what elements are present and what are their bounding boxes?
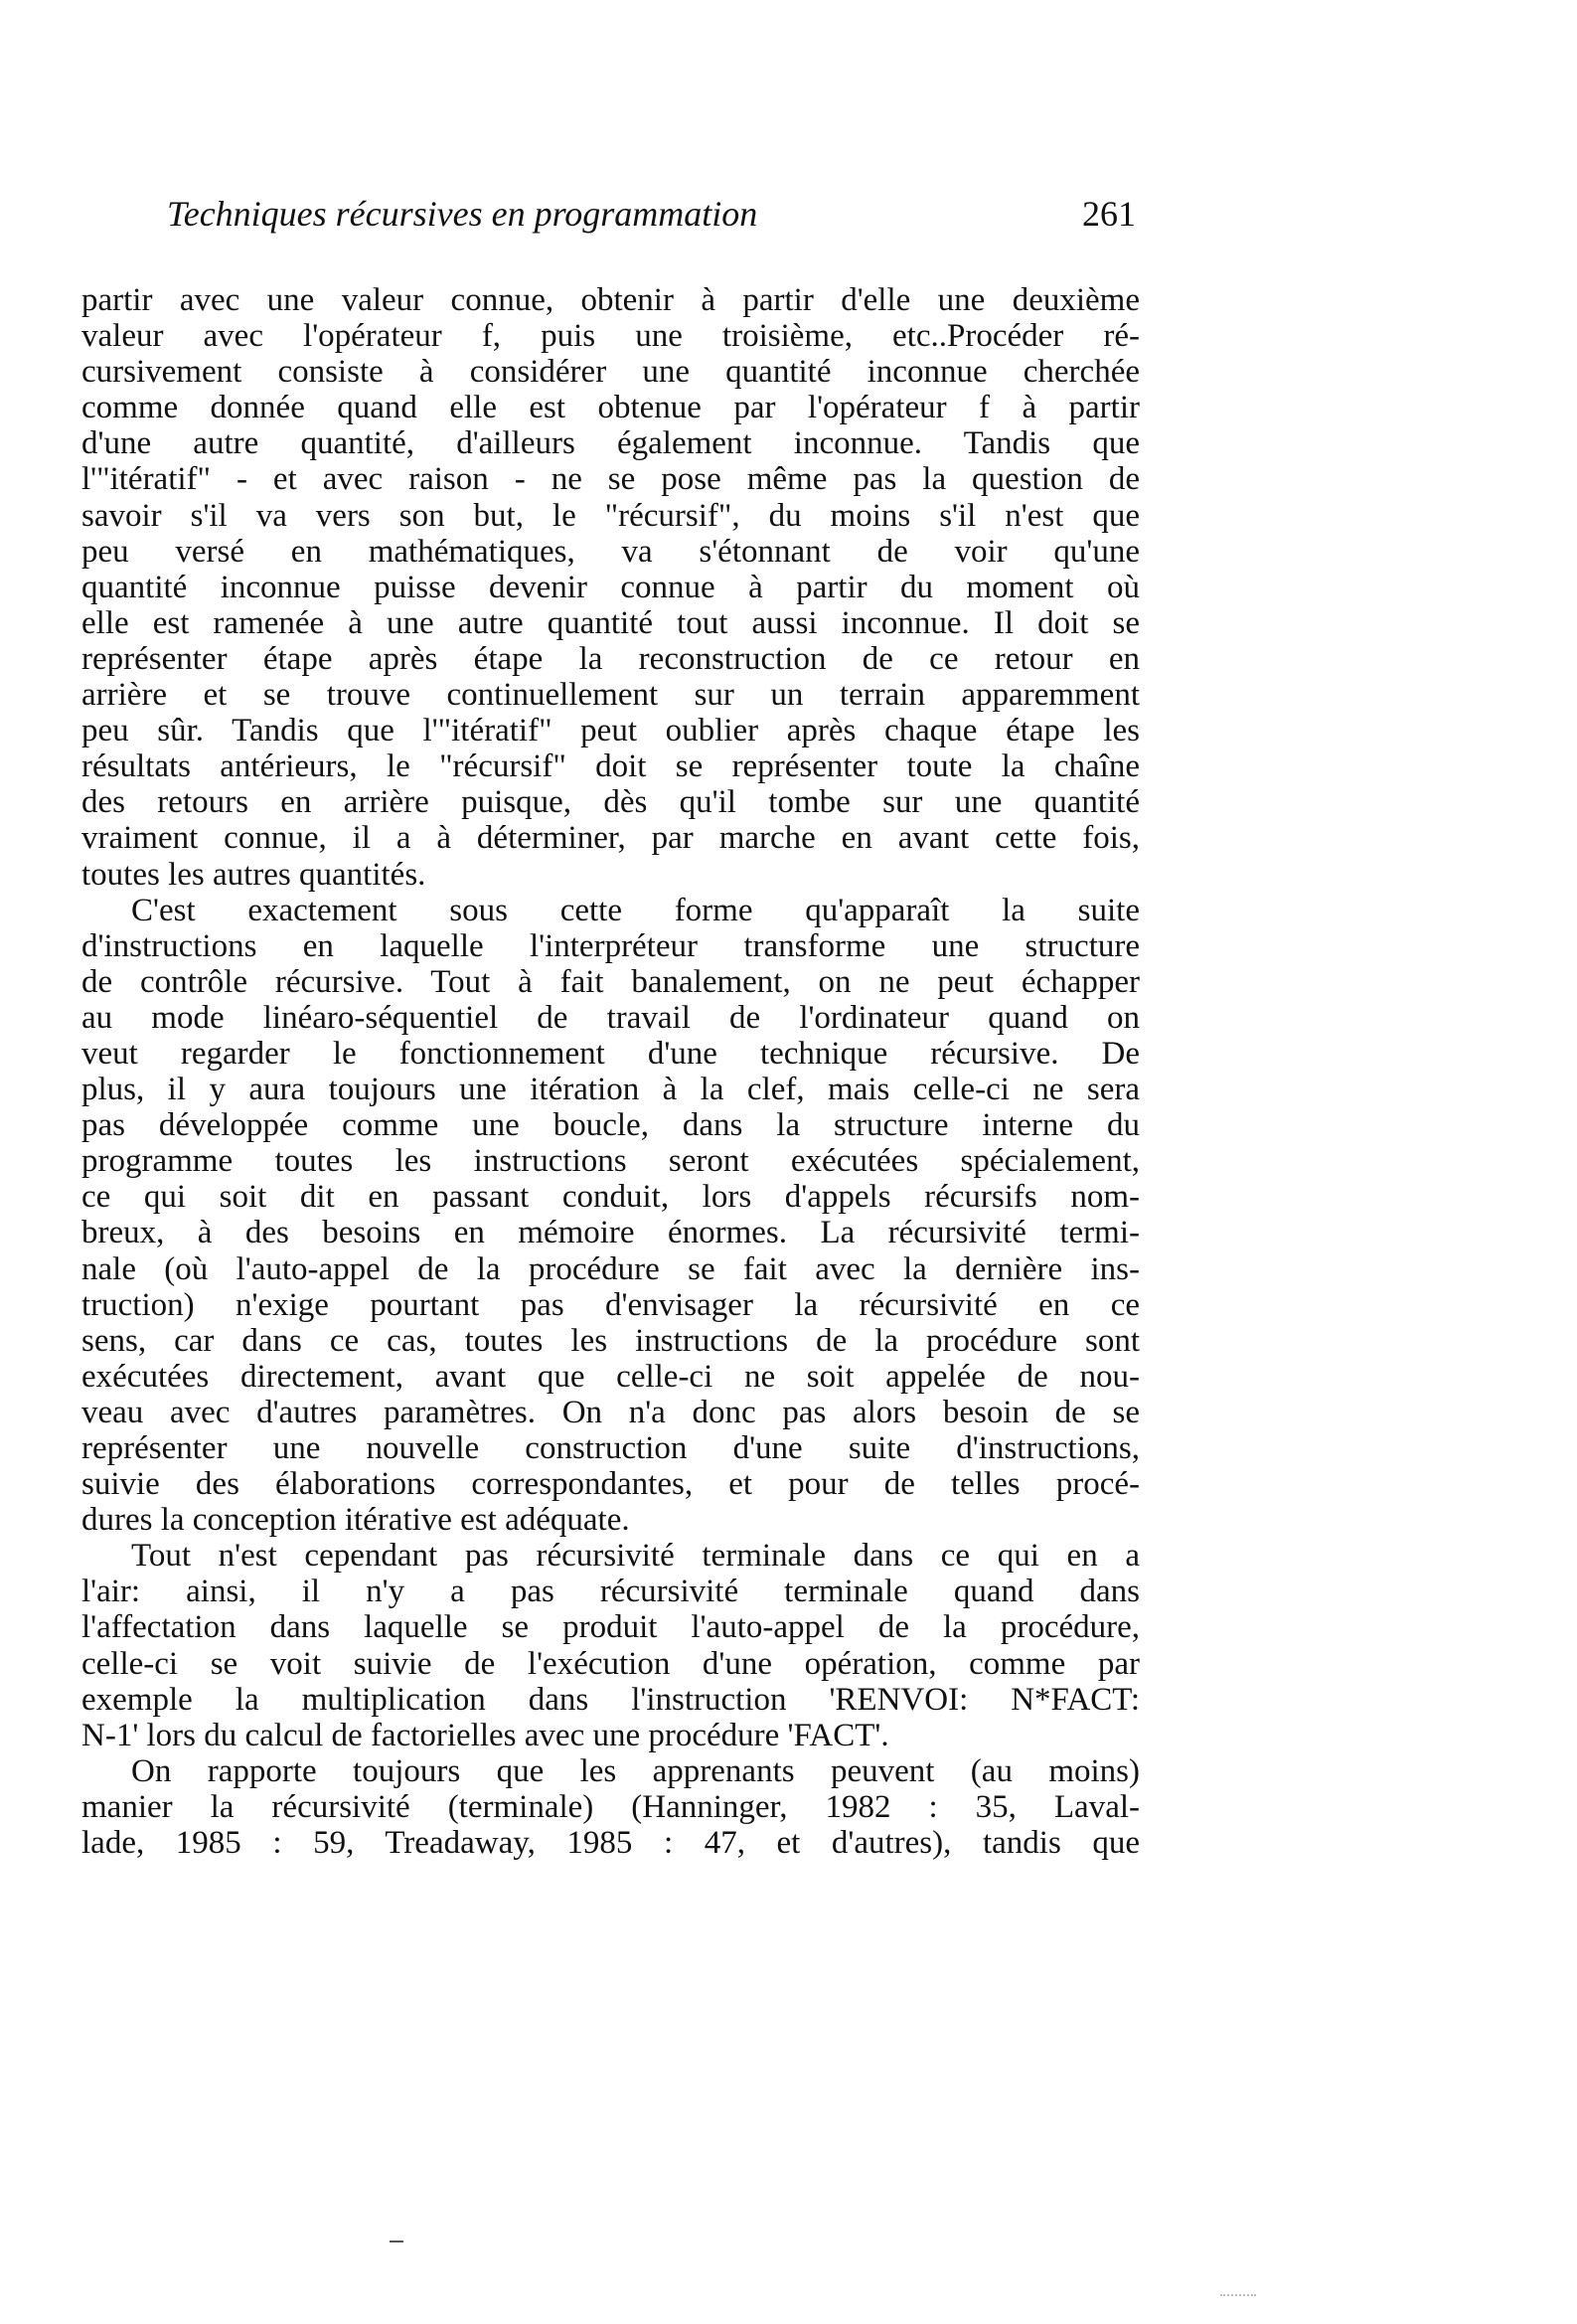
- text-line: représenter une nouvelle construction d'une suite d'instructions,: [81, 1430, 1140, 1466]
- text-line: breux, à des besoins en mémoire énormes. La récursivité termi-: [81, 1215, 1140, 1251]
- text-line: elle est ramenée à une autre quantité tout aussi inconnue. Il doit se: [81, 604, 1140, 641]
- text-line: peu versé en mathématiques, va s'étonnant de voir qu'une: [81, 533, 1140, 570]
- text-line: arrière et se trouve continuellement sur un terrain apparemment: [81, 677, 1140, 714]
- text-line: N-1' lors du calcul de factorielles avec une procédure 'FACT'.: [81, 1717, 889, 1753]
- text-line: cursivement consiste à considérer une quantité inconnue cherchée: [81, 354, 1140, 391]
- text-line: exemple la multiplication dans l'instruction 'RENVOI: N*FACT:: [81, 1681, 1140, 1718]
- text-line: des retours en arrière puisque, dès qu'il tombe sur une quantité: [81, 784, 1140, 821]
- text-line: veau avec d'autres paramètres. On n'a donc pas alors besoin de se: [81, 1394, 1140, 1430]
- text-line: nale (où l'auto-appel de la procédure se fait avec la dernière ins-: [81, 1250, 1140, 1287]
- text-line: d'instructions en laquelle l'interpréteur transforme une structure: [81, 927, 1140, 964]
- text-line: lade, 1985 : 59, Treadaway, 1985 : 47, et d'autres), tandis que: [81, 1825, 1140, 1862]
- text-line: truction) n'exige pourtant pas d'envisager la récursivité en ce: [81, 1286, 1140, 1323]
- text-line: vraiment connue, il a à déterminer, par marche en avant cette fois,: [81, 820, 1140, 857]
- text-line: pas développée comme une boucle, dans la structure interne du: [81, 1107, 1140, 1144]
- text-line: comme donnée quand elle est obtenue par l'opérateur f à partir: [81, 390, 1140, 426]
- text-line: peu sûr. Tandis que l'"itératif" peut oublier après chaque étape les: [81, 713, 1140, 749]
- text-line: résultats antérieurs, le "récursif" doit se représenter toute la chaîne: [81, 748, 1140, 785]
- text-line: manier la récursivité (terminale) (Hanninger, 1982 : 35, Laval-: [81, 1788, 1140, 1825]
- text-line: quantité inconnue puisse devenir connue à partir du moment où: [81, 569, 1140, 605]
- scan-speck: [1220, 2294, 1256, 2304]
- text-line: ce qui soit dit en passant conduit, lors d'appels récursifs nom-: [81, 1179, 1140, 1216]
- text-line: partir avec une valeur connue, obtenir à partir d'elle une deuxième: [81, 282, 1140, 318]
- text-line: l'affectation dans laquelle se produit l'auto-appel de la procédure,: [81, 1609, 1140, 1646]
- text-line: d'une autre quantité, d'ailleurs également inconnue. Tandis que: [81, 425, 1140, 462]
- paragraph: [81, 893, 1140, 1539]
- text-line: Tout n'est cependant pas récursivité terminale dans ce qui en a: [131, 1538, 1140, 1575]
- text-line: celle-ci se voit suivie de l'exécution d'une opération, comme par: [81, 1645, 1140, 1682]
- running-title: Techniques récursives en programmation: [167, 194, 758, 234]
- text-line: valeur avec l'opérateur f, puis une troisième, etc..Procéder ré-: [81, 318, 1140, 355]
- text-line: l'air: ainsi, il n'y a pas récursivité terminale quand dans: [81, 1574, 1140, 1610]
- text-line: l'"itératif" - et avec raison - ne se pose même pas la question de: [81, 461, 1140, 498]
- paragraph: [81, 1538, 1140, 1753]
- page-number: 261: [1082, 194, 1136, 234]
- footer-dash: [390, 2241, 403, 2242]
- body-text: [81, 282, 1140, 1861]
- text-line: dures la conception itérative est adéquate.: [81, 1502, 630, 1539]
- text-line: au mode linéaro-séquentiel de travail de l'ordinateur quand on: [81, 999, 1140, 1036]
- text-line: toutes les autres quantités.: [81, 856, 426, 893]
- text-line: suivie des élaborations correspondantes, et pour de telles procé-: [81, 1466, 1140, 1503]
- paragraph: [81, 282, 1140, 893]
- text-line: On rapporte toujours que les apprenants peuvent (au moins): [131, 1752, 1140, 1789]
- text-line: de contrôle récursive. Tout à fait banalement, on ne peut échapper: [81, 963, 1140, 1000]
- text-line: savoir s'il va vers son but, le "récursif", du moins s'il n'est que: [81, 497, 1140, 534]
- paragraph: [81, 1753, 1140, 1861]
- text-line: exécutées directement, avant que celle-ci ne soit appelée de nou-: [81, 1358, 1140, 1395]
- text-line: plus, il y aura toujours une itération à la clef, mais celle-ci ne sera: [81, 1072, 1140, 1108]
- running-head: [167, 189, 1136, 239]
- text-line: sens, car dans ce cas, toutes les instructions de la procédure sont: [81, 1322, 1140, 1359]
- text-line: représenter étape après étape la reconstruction de ce retour en: [81, 640, 1140, 677]
- text-line: veut regarder le fonctionnement d'une technique récursive. De: [81, 1035, 1140, 1072]
- text-line: C'est exactement sous cette forme qu'apparaît la suite: [131, 892, 1140, 928]
- text-line: programme toutes les instructions seront exécutées spécialement,: [81, 1143, 1140, 1180]
